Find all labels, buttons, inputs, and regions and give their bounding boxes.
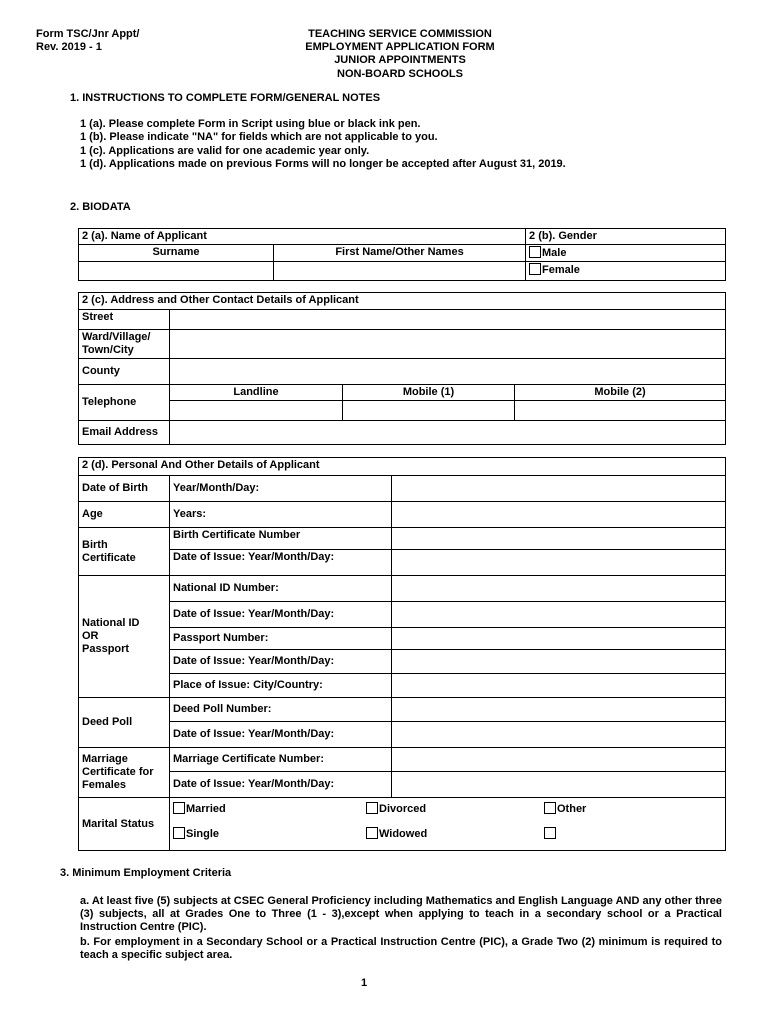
marital-status-options [170,798,726,851]
deed-poll-label: Deed Poll [79,698,170,748]
criteria-heading: 3. Minimum Employment Criteria [60,867,232,879]
gender-female-option[interactable]: Female [526,262,726,281]
form-subtitle: JUNIOR APPOINTMENTS [334,54,466,66]
age-prompt: Years: [170,502,392,528]
landline-field[interactable] [170,401,343,421]
dob-label: Date of Birth [79,476,170,502]
instruction-item: 1 (d). Applications made on previous Forms will no longer be accepted after August 31, 2019. [80,158,566,170]
male-checkbox[interactable] [529,246,541,258]
deed-poll-number-prompt: Deed Poll Number: [170,698,392,722]
surname-field[interactable] [79,262,274,281]
surname-label: Surname [79,245,274,262]
birth-cert-label: Birth Certificate [79,528,170,576]
blank-option[interactable] [544,827,557,841]
passport-number-field[interactable] [392,628,726,650]
birth-cert-number-field[interactable] [392,528,726,550]
widowed-option[interactable]: Widowed [366,827,427,841]
marriage-cert-date-prompt: Date of Issue: Year/Month/Day: [170,772,392,798]
age-label: Age [79,502,170,528]
age-field[interactable] [392,502,726,528]
mobile1-field[interactable] [343,401,515,421]
landline-label: Landline [170,385,343,401]
married-option[interactable]: Married [173,802,226,816]
personal-details-table [78,457,726,851]
instruction-item: 1 (a). Please complete Form in Script using blue or black ink pen. [80,118,421,130]
instruction-item: 1 (c). Applications are valid for one academic year only. [80,145,370,157]
biodata-heading: 2. BIODATA [70,201,131,213]
telephone-label: Telephone [79,385,170,421]
page-number: 1 [360,977,368,989]
divorced-option[interactable]: Divorced [366,802,426,816]
deed-poll-date-prompt: Date of Issue: Year/Month/Day: [170,722,392,748]
first-names-label: First Name/Other Names [274,245,526,262]
address-table [78,292,726,445]
other-option[interactable]: Other [544,802,586,816]
email-field[interactable] [170,421,726,445]
other-checkbox[interactable] [544,802,556,814]
personal-section-label: 2 (d). Personal And Other Details of Applicant [79,458,726,476]
national-id-number-field[interactable] [392,576,726,602]
place-of-issue-prompt: Place of Issue: City/Country: [170,674,392,698]
national-id-label: National ID OR Passport [79,576,170,698]
marriage-cert-date-field[interactable] [392,772,726,798]
county-field[interactable] [170,359,726,385]
place-of-issue-field[interactable] [392,674,726,698]
name-gender-table [78,228,726,281]
divorced-checkbox[interactable] [366,802,378,814]
marriage-cert-label: Marriage Certificate for Females [79,748,170,798]
dob-field[interactable] [392,476,726,502]
birth-cert-number-prompt: Birth Certificate Number [170,528,392,550]
form-code: Form TSC/Jnr Appt/ [36,28,140,40]
passport-number-prompt: Passport Number: [170,628,392,650]
mobile1-label: Mobile (1) [343,385,515,401]
national-id-date-field[interactable] [392,602,726,628]
criteria-a: a. At least five (5) subjects at CSEC General Proficiency including Mathematics and English Language AND any other three (3) subjects, all at Grades One to Three (1 - 3),except when applying to teach in a secondary school or a Practical Instruction Centre (PIC). [80,895,722,933]
name-section-label: 2 (a). Name of Applicant [79,229,526,245]
national-id-date-prompt: Date of Issue: Year/Month/Day: [170,602,392,628]
national-id-number-prompt: National ID Number: [170,576,392,602]
form-revision: Rev. 2019 - 1 [36,41,102,53]
school-type: NON-BOARD SCHOOLS [337,68,463,80]
county-label: County [79,359,170,385]
email-label: Email Address [79,421,170,445]
mobile2-field[interactable] [515,401,726,421]
dob-prompt: Year/Month/Day: [170,476,392,502]
passport-date-prompt: Date of Issue: Year/Month/Day: [170,650,392,674]
ward-label: Ward/Village/ Town/City [79,330,170,359]
form-title: EMPLOYMENT APPLICATION FORM [305,41,495,53]
widowed-checkbox[interactable] [366,827,378,839]
passport-date-field[interactable] [392,650,726,674]
first-names-field[interactable] [274,262,526,281]
marriage-cert-number-field[interactable] [392,748,726,772]
blank-checkbox[interactable] [544,827,556,839]
gender-male-option[interactable]: Male [526,245,726,262]
street-field[interactable] [170,310,726,330]
criteria-b: b. For employment in a Secondary School or a Practical Instruction Centre (PIC), a Grade Two (2) minimum is required to teach a specific subject area. [80,936,722,961]
instruction-item: 1 (b). Please indicate "NA" for fields which are not applicable to you. [80,131,438,143]
female-checkbox[interactable] [529,263,541,275]
address-section-label: 2 (c). Address and Other Contact Details of Applicant [79,293,726,310]
mobile2-label: Mobile (2) [515,385,726,401]
deed-poll-number-field[interactable] [392,698,726,722]
org-title: TEACHING SERVICE COMMISSION [308,28,492,40]
street-label: Street [79,310,170,330]
deed-poll-date-field[interactable] [392,722,726,748]
single-option[interactable]: Single [173,827,219,841]
marital-status-label: Marital Status [79,798,170,851]
single-checkbox[interactable] [173,827,185,839]
ward-field[interactable] [170,330,726,359]
instructions-heading: 1. INSTRUCTIONS TO COMPLETE FORM/GENERAL NOTES [70,92,381,104]
gender-section-label: 2 (b). Gender [526,229,726,245]
married-checkbox[interactable] [173,802,185,814]
birth-cert-date-prompt: Date of Issue: Year/Month/Day: [170,550,392,576]
marriage-cert-number-prompt: Marriage Certificate Number: [170,748,392,772]
birth-cert-date-field[interactable] [392,550,726,576]
